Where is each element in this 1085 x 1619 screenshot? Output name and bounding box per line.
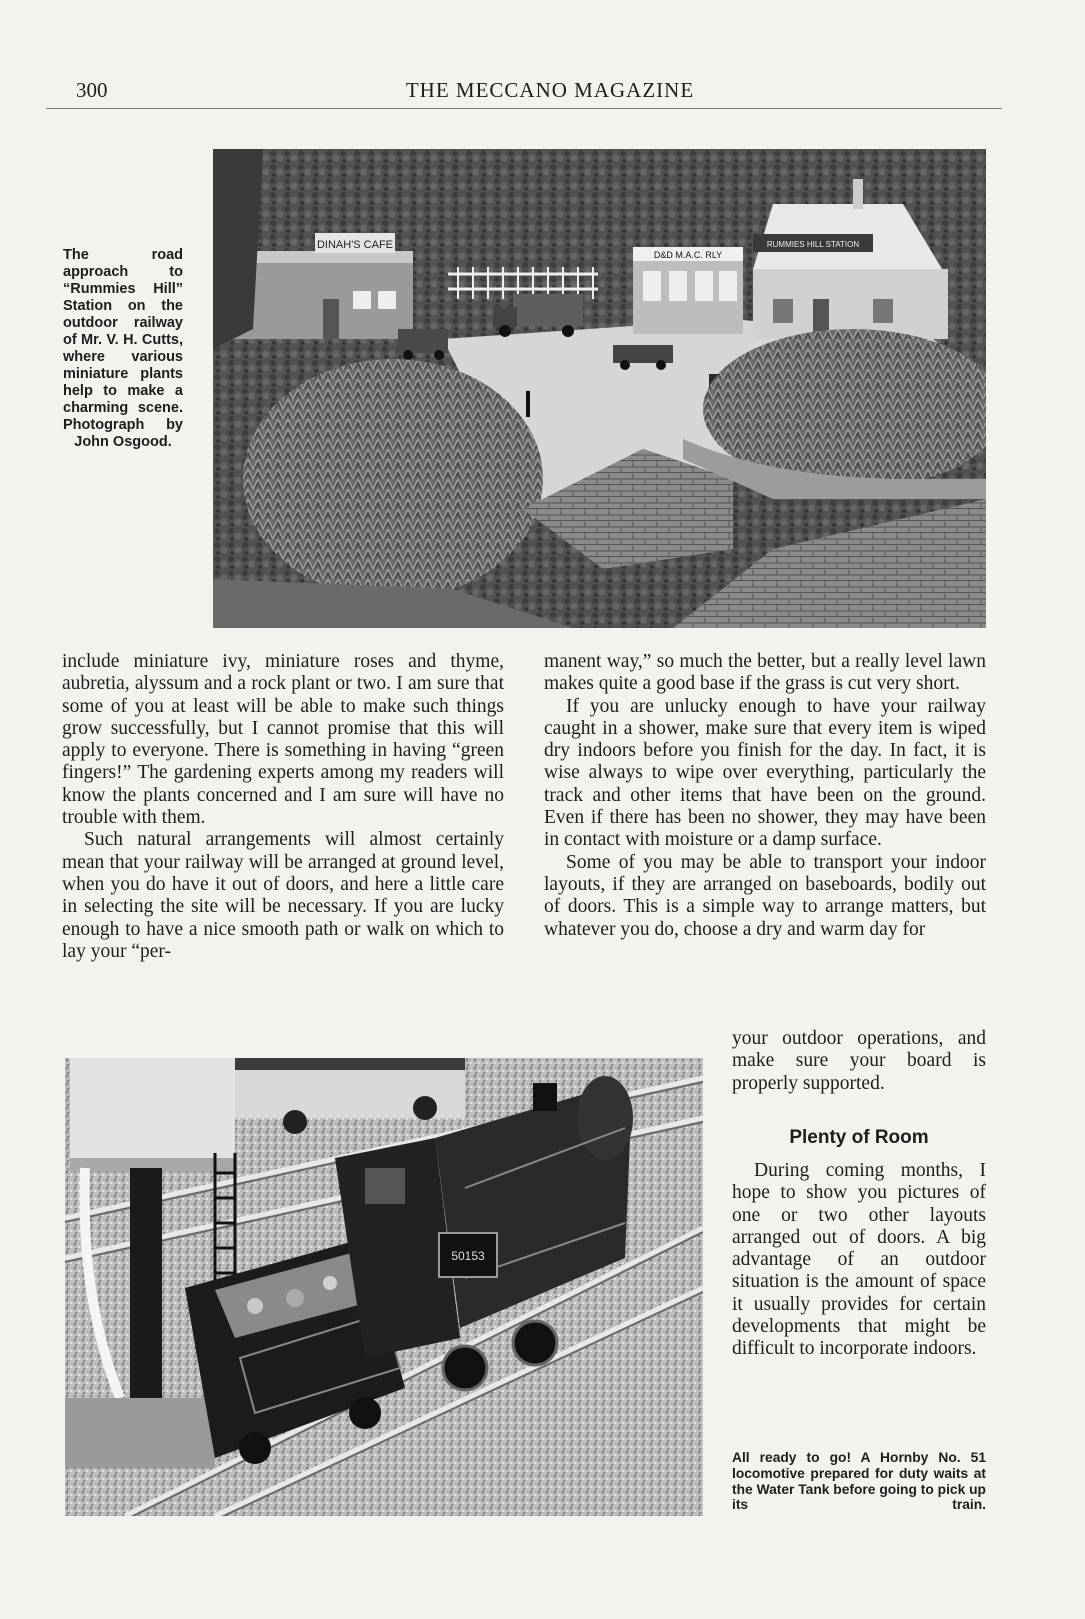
text-column-narrow-lower [732, 1160, 986, 1361]
text-column-narrow [732, 1028, 986, 1095]
locomotive-photo [65, 1058, 703, 1516]
header-rule [46, 108, 1002, 109]
paragraph: Some of you may be able to transport your indoor layouts, if they are arranged on baseboards, bodily out of doors. This is a simple way to arrange matters, but whatever you do, choose a dry and warm day for [544, 851, 986, 940]
cafe-sign: DINAH'S CAFE [316, 239, 394, 251]
paragraph: Such natural arrangements will almost certainly mean that your railway will be arranged at ground level, when you do have it out of doors, and here a little care in selecting the site will be necessary. If you are lucky enough to have a nice smooth path or walk on which to lay your “per- [62, 829, 504, 962]
text-column-left [62, 651, 504, 963]
text-column-right [544, 651, 986, 941]
paragraph: During coming months, I hope to show you pictures of one or two other layouts arranged out of doors. A big advantage of an outdoor situation is the amount of space it usually provides for certain developments that might be difficult to incorporate indoors. [732, 1160, 986, 1360]
paragraph: If you are unlucky enough to have your railway caught in a shower, make sure that every item is wiped dry indoors before you finish for the day. In fact, it is wise always to wipe over everything, particularly the track and other items that have been on the ground. Even if there has been no shower, they may have been in contact with moisture or a damp surface. [544, 695, 986, 851]
photo-caption-station: The road approach to “Rummies Hill” Station on the outdoor railway of Mr. V. H. Cutts, where various miniature plants help to make a charming scene. Photograph by John Osgood. [63, 247, 183, 450]
paragraph: your outdoor operations, and make sure your board is properly supported. [732, 1028, 986, 1094]
paragraph: manent way,” so much the better, but a really level lawn makes quite a good base if the grass is cut very short. [544, 651, 986, 695]
section-heading: Plenty of Room [789, 1127, 929, 1148]
engine-number: 50153 [451, 1249, 485, 1263]
railway-sign: D&D M.A.C. RLY [653, 250, 723, 260]
page-number: 300 [76, 78, 108, 102]
running-head: THE MECCANO MAGAZINE [405, 78, 695, 102]
station-sign: RUMMIES HILL STATION [766, 240, 860, 249]
photo-caption-locomotive: All ready to go! A Hornby No. 51 locomotive prepared for duty waits at the Water Tank before going to pick up its train. [732, 1450, 986, 1513]
station-photo [213, 149, 986, 628]
paragraph: include miniature ivy, miniature roses and thyme, aubretia, alyssum and a rock plant or two. I am sure that some of you at least will be able to make such things grow successfully, but I cannot promise that this will apply to everyone. There is something in having “green fingers!” The gardening experts among my readers will know the plants concerned and I am sure will have no trouble with them. [62, 651, 504, 829]
